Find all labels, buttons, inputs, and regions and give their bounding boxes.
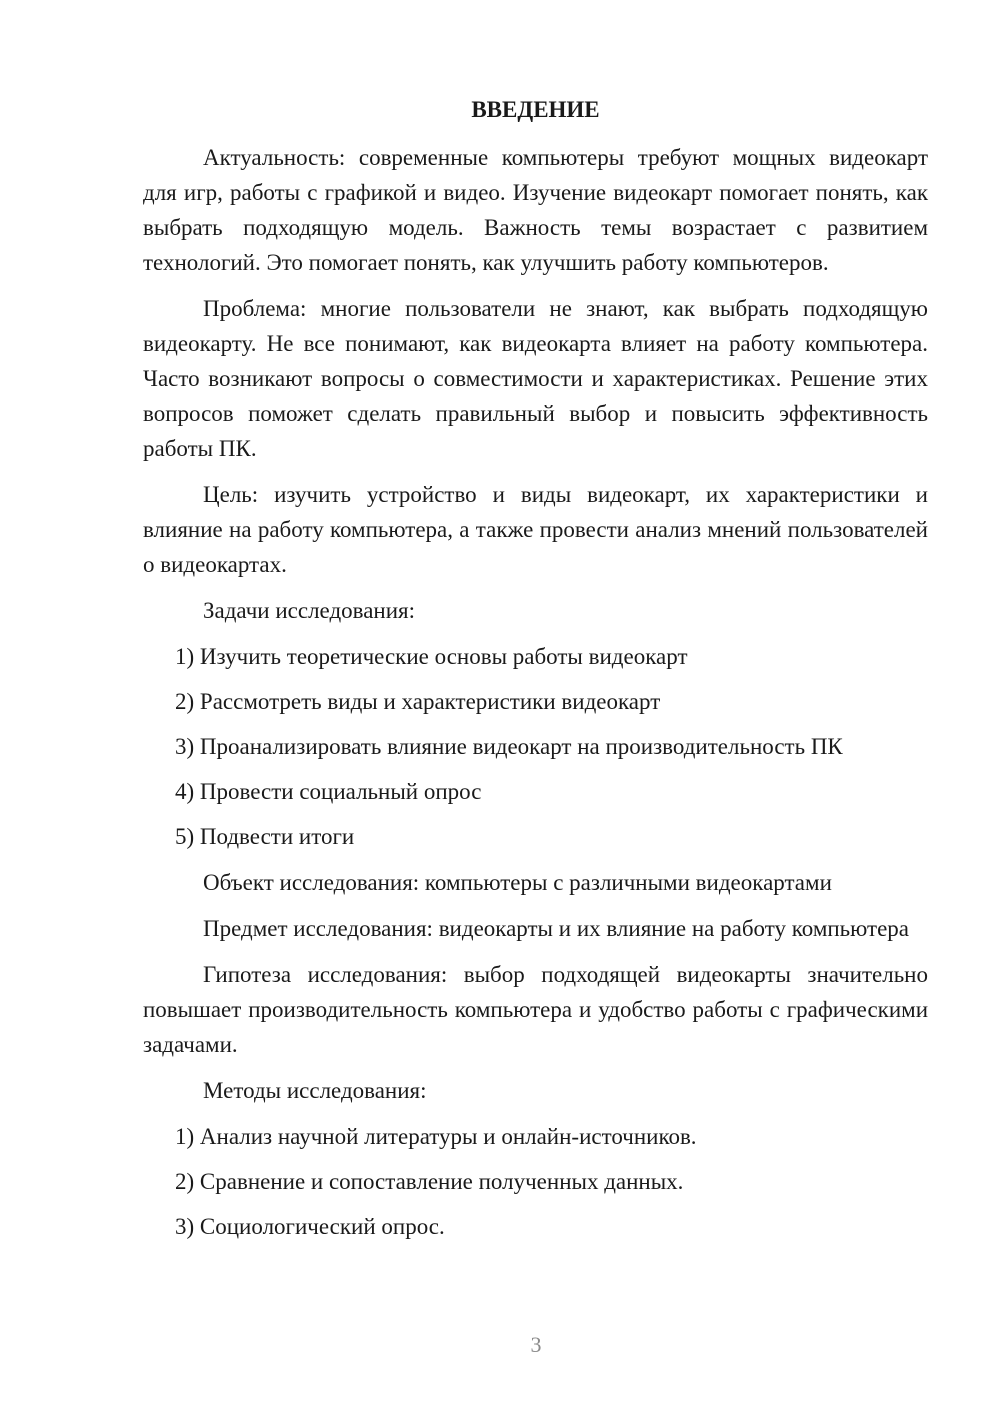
methods-title: Методы исследования: [203, 1078, 427, 1103]
list-item: 1) Изучить теоретические основы работы видеокарт [175, 644, 688, 669]
goal-paragraph: Цель: изучить устройство и виды видеокарт, их характеристики и влияние на работу компьютера, а также провести анализ мнений пользователей о видеокартах. [143, 482, 928, 577]
list-item: 3) Социологический опрос. [175, 1214, 445, 1239]
page-content [143, 92, 928, 1255]
list-item: 3) Проанализировать влияние видеокарт на производительность ПК [175, 734, 843, 759]
list-item: 2) Рассмотреть виды и характеристики видеокарт [175, 689, 661, 714]
tasks-title: Задачи исследования: [203, 598, 416, 623]
list-item: 2) Сравнение и сопоставление полученных данных. [175, 1169, 684, 1194]
tasks-list [143, 639, 928, 854]
hypothesis-paragraph: Гипотеза исследования: выбор подходящей видеокарты значительно повышает производительность компьютера и удобство работы с графическими задачами. [143, 962, 928, 1057]
subject-paragraph: Предмет исследования: видеокарты и их влияние на работу компьютера [203, 916, 910, 941]
section-heading: ВВЕДЕНИЕ [471, 97, 600, 122]
list-item: 1) Анализ научной литературы и онлайн-источников. [175, 1124, 697, 1149]
object-paragraph: Объект исследования: компьютеры с различными видеокартами [203, 870, 832, 895]
problem-paragraph: Проблема: многие пользователи не знают, как выбрать подходящую видеокарту. Не все понимают, как видеокарта влияет на работу компьютера. Часто возникают вопросы о совместимости и характеристиках. Решение этих вопросов поможет сделать правильный выбор и повысить эффективность работы ПК. [143, 296, 928, 461]
relevance-paragraph: Актуальность: современные компьютеры требуют мощных видеокарт для игр, работы с графикой и видео. Изучение видеокарт помогает понять, как выбрать подходящую модель. Важность темы возрастает с развитием технологий. Это помогает понять, как улучшить работу компьютеров. [143, 145, 928, 275]
methods-list [143, 1119, 928, 1244]
list-item: 5) Подвести итоги [175, 824, 355, 849]
list-item: 4) Провести социальный опрос [175, 779, 482, 804]
page-number: 3 [530, 1332, 542, 1357]
